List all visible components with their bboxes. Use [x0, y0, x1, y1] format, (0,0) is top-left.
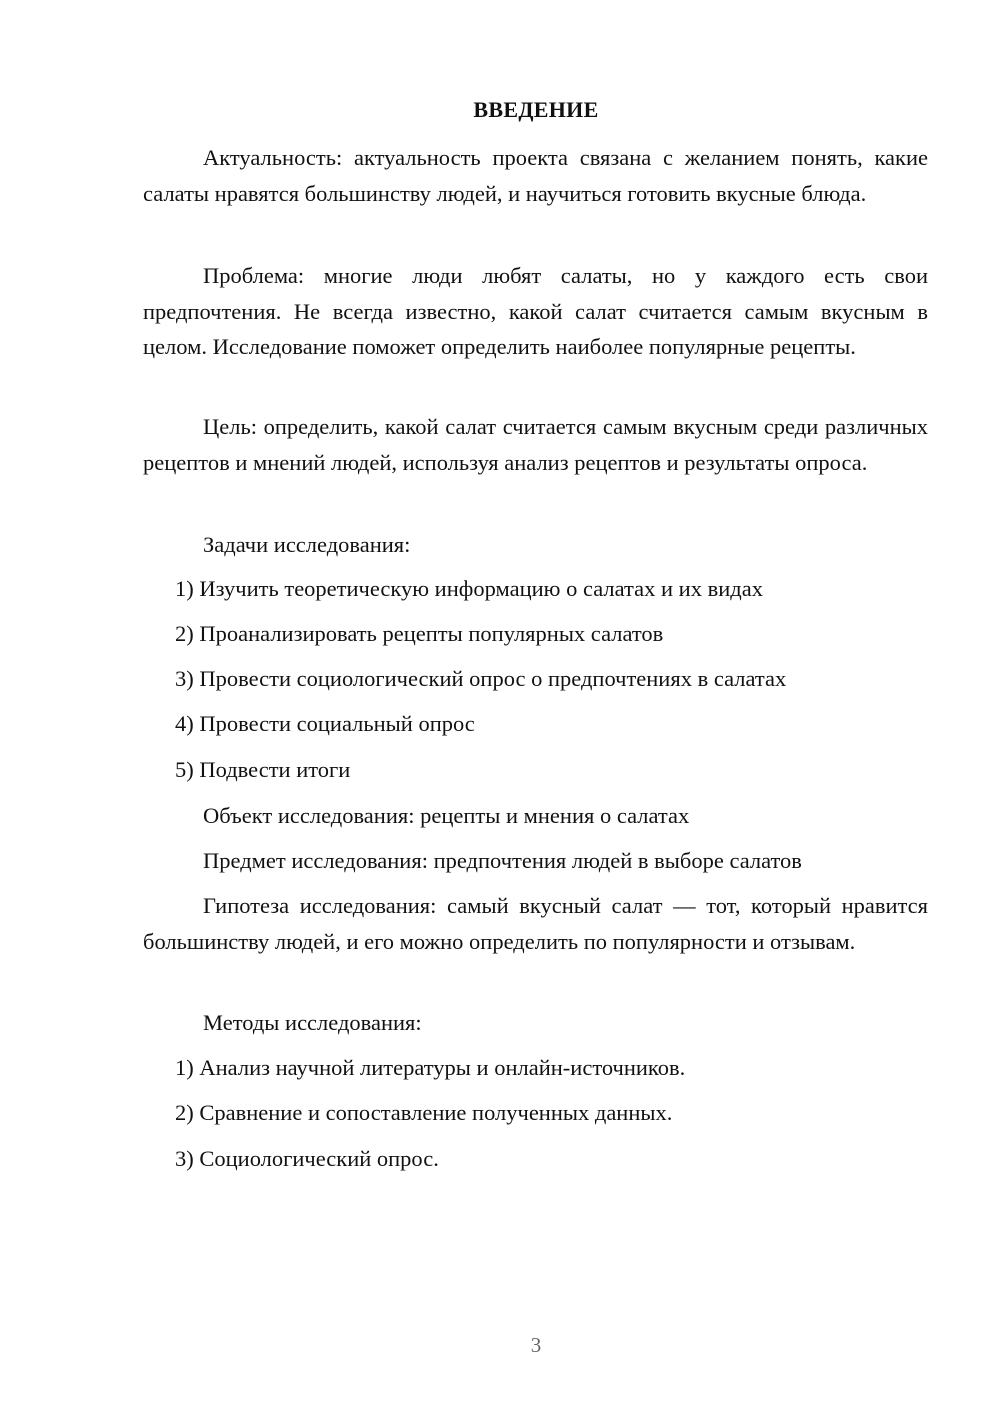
- problem-paragraph: Проблема: многие люди любят салаты, но у каждого есть свои предпочтения. Не всегда известно, какой салат считается самым вкусным в целом. Исследование поможет определить наиболее популярные рецепты.: [143, 263, 928, 359]
- tasks-heading: Задачи исследования:: [203, 532, 411, 557]
- method-item-1: 1) Анализ научной литературы и онлайн-источников.: [175, 1055, 686, 1080]
- method-item-2: 2) Сравнение и сопоставление полученных данных.: [175, 1100, 673, 1125]
- method-item-3: 3) Социологический опрос.: [175, 1146, 439, 1171]
- task-item-3: 3) Провести социологический опрос о предпочтениях в салатах: [175, 666, 787, 691]
- page-number: 3: [530, 1333, 542, 1357]
- task-item-4: 4) Провести социальный опрос: [175, 711, 475, 736]
- relevance-paragraph: Актуальность: актуальность проекта связана с желанием понять, какие салаты нравятся большинству людей, и научиться готовить вкусные блюда.: [143, 145, 928, 206]
- methods-heading: Методы исследования:: [203, 1010, 422, 1035]
- task-item-1: 1) Изучить теоретическую информацию о салатах и их видах: [175, 576, 763, 601]
- hypothesis-paragraph: Гипотеза исследования: самый вкусный салат — тот, который нравится большинству людей, и его можно определить по популярности и отзывам.: [143, 893, 928, 954]
- page-title: ВВЕДЕНИЕ: [473, 97, 599, 122]
- task-item-5: 5) Подвести итоги: [175, 757, 351, 782]
- goal-paragraph: Цель: определить, какой салат считается самым вкусным среди различных рецептов и мнений людей, используя анализ рецептов и результаты опроса.: [143, 414, 928, 475]
- object-paragraph: Объект исследования: рецепты и мнения о салатах: [203, 803, 690, 828]
- task-item-2: 2) Проанализировать рецепты популярных салатов: [175, 621, 664, 646]
- subject-paragraph: Предмет исследования: предпочтения людей в выборе салатов: [203, 848, 802, 873]
